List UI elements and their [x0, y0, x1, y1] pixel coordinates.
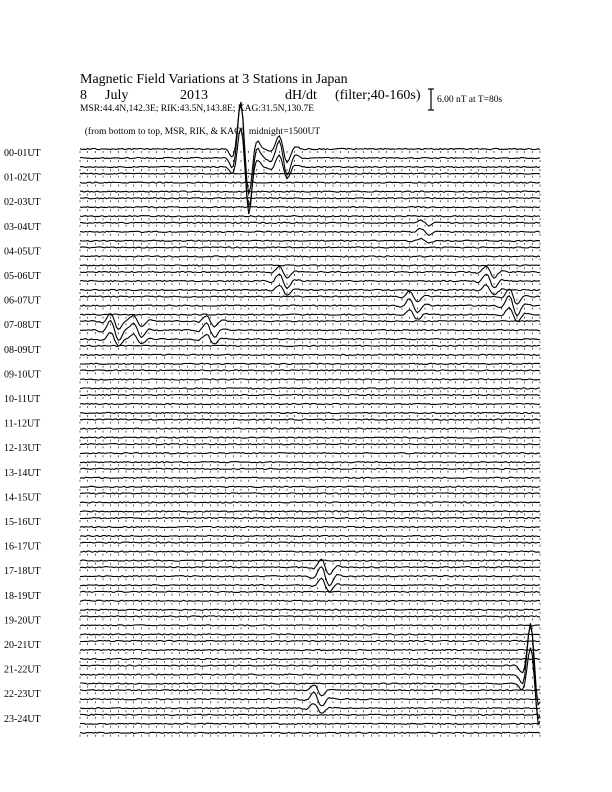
- hour-row-label: 18-19UT: [4, 590, 41, 602]
- minute-ticks: [80, 529, 540, 531]
- hour-row: [4, 615, 540, 638]
- hour-row-label: 16-17UT: [4, 541, 41, 553]
- minute-ticks: [80, 169, 540, 171]
- minute-ticks: [80, 520, 540, 522]
- trace-kag: [80, 468, 540, 469]
- minute-ticks: [80, 160, 540, 162]
- hour-row-label: 11-12UT: [4, 418, 41, 430]
- hour-row-label: 23-24UT: [4, 713, 41, 725]
- minute-ticks: [80, 225, 540, 227]
- trace-msr: [80, 412, 540, 413]
- hour-row: [4, 685, 540, 713]
- minute-ticks: [80, 249, 540, 251]
- hour-row: [4, 394, 540, 417]
- minute-ticks: [80, 422, 540, 424]
- minute-ticks: [80, 243, 540, 245]
- trace-rik: [80, 600, 540, 601]
- hour-row-label: 17-18UT: [4, 566, 41, 578]
- minute-ticks: [80, 569, 540, 571]
- hour-row-label: 03-04UT: [4, 221, 41, 233]
- trace-rik: [80, 526, 540, 527]
- hour-row-label: 22-23UT: [4, 689, 41, 701]
- minute-ticks: [80, 381, 540, 383]
- trace-rik: [80, 477, 540, 478]
- scale-bar: [428, 89, 434, 110]
- quantity-label: dH/dt: [285, 88, 317, 103]
- trace-rik: [80, 453, 540, 454]
- hour-row: [4, 197, 540, 220]
- scale-label: 6.00 nT at T=80s: [437, 95, 503, 105]
- trace-rik: [80, 551, 540, 552]
- minute-ticks: [80, 151, 540, 153]
- hour-row-label: 12-13UT: [4, 443, 41, 455]
- minute-ticks: [80, 668, 540, 670]
- minute-ticks: [80, 578, 540, 580]
- minute-ticks: [80, 701, 540, 703]
- trace-kag: [80, 104, 540, 194]
- trace-rik: [80, 354, 540, 355]
- hour-row-label: 13-14UT: [4, 467, 41, 479]
- minute-ticks: [80, 406, 540, 408]
- hour-row: [4, 443, 540, 466]
- minute-ticks: [80, 234, 540, 236]
- hour-row: [4, 220, 540, 245]
- hour-row-label: 08-09UT: [4, 344, 41, 356]
- minute-ticks: [80, 538, 540, 540]
- minute-ticks: [80, 563, 540, 565]
- minute-ticks: [80, 603, 540, 605]
- trace-kag: [80, 591, 540, 592]
- trace-kag: [80, 493, 540, 494]
- hour-row: [4, 102, 540, 214]
- trace-msr: [80, 462, 540, 463]
- chart-title: Magnetic Field Variations at 3 Stations in Japan: [80, 72, 348, 87]
- hour-row-label: 02-03UT: [4, 197, 41, 209]
- minute-ticks: [80, 357, 540, 359]
- trace-rik: [80, 403, 540, 404]
- minute-ticks: [80, 415, 540, 417]
- trace-rik: [80, 274, 540, 289]
- hour-row: [4, 369, 540, 392]
- hour-row: [4, 542, 540, 565]
- trace-msr: [80, 238, 540, 243]
- hour-row: [4, 173, 540, 196]
- minute-ticks: [80, 717, 540, 719]
- hour-row: [4, 714, 540, 737]
- hour-rows: [4, 102, 540, 737]
- trace-rik: [80, 625, 540, 626]
- minute-ticks: [80, 292, 540, 294]
- trace-msr: [80, 265, 540, 266]
- date-month: July: [105, 88, 129, 103]
- minute-ticks: [80, 627, 540, 629]
- minute-ticks: [80, 332, 540, 334]
- hour-row: [4, 419, 540, 442]
- trace-rik: [80, 379, 540, 380]
- minute-ticks: [80, 209, 540, 211]
- trace-kag: [80, 517, 540, 518]
- minute-ticks: [80, 218, 540, 220]
- hour-row: [4, 591, 540, 614]
- trace-kag: [80, 345, 540, 346]
- trace-kag: [80, 444, 540, 445]
- trace-rik: [80, 102, 540, 214]
- trace-msr: [80, 191, 540, 192]
- minute-ticks: [80, 545, 540, 547]
- minute-ticks: [80, 726, 540, 728]
- hour-row-label: 05-06UT: [4, 271, 41, 282]
- hour-row: [4, 492, 540, 515]
- minute-ticks: [80, 446, 540, 448]
- minute-ticks: [80, 618, 540, 620]
- trace-kag: [80, 714, 540, 715]
- order-text: (from bottom to top, MSR, RIK, & KAG): [84, 127, 245, 137]
- stations-line: MSR:44.4N,142.3E; RIK:43.5N,143.8E; KAG:31.5N,130.7E: [80, 104, 315, 114]
- minute-ticks: [80, 431, 540, 433]
- minute-ticks: [80, 554, 540, 556]
- minute-ticks: [80, 258, 540, 260]
- trace-kag: [80, 314, 540, 330]
- trace-msr: [80, 216, 540, 217]
- trace-msr: [80, 560, 540, 561]
- trace-msr: [80, 333, 540, 347]
- filter-label: (filter;40-160s): [335, 88, 421, 103]
- date-year: 2013: [180, 88, 208, 103]
- trace-msr: [80, 388, 540, 389]
- trace-kag: [80, 370, 540, 371]
- hour-row-label: 04-05UT: [4, 246, 41, 258]
- trace-rik: [80, 723, 540, 724]
- trace-rik: [80, 207, 540, 208]
- minute-ticks: [80, 397, 540, 399]
- trace-msr: [80, 437, 540, 438]
- trace-rik: [80, 256, 540, 257]
- trace-kag: [80, 542, 540, 543]
- minute-ticks: [80, 348, 540, 350]
- hour-row: [4, 246, 540, 269]
- minute-ticks: [80, 185, 540, 187]
- trace-kag: [80, 173, 540, 174]
- minute-ticks: [80, 200, 540, 202]
- hour-row-label: 00-01UT: [4, 148, 41, 159]
- minute-ticks: [80, 692, 540, 694]
- minute-ticks: [80, 495, 540, 497]
- trace-msr: [80, 658, 540, 659]
- minute-ticks: [80, 194, 540, 196]
- hour-row-label: 09-10UT: [4, 369, 41, 381]
- minute-ticks: [80, 299, 540, 301]
- trace-msr: [80, 363, 540, 364]
- minute-ticks: [80, 661, 540, 663]
- minute-ticks: [80, 308, 540, 310]
- hour-row-label: 21-22UT: [4, 664, 41, 676]
- trace-msr: [80, 511, 540, 512]
- hour-row: [4, 640, 540, 663]
- minute-ticks: [80, 341, 540, 343]
- minute-ticks: [80, 366, 540, 368]
- minute-ticks: [80, 612, 540, 614]
- minute-ticks: [80, 390, 540, 392]
- minute-ticks: [80, 587, 540, 589]
- trace-kag: [80, 247, 540, 248]
- trace-kag: [80, 616, 540, 617]
- trace-msr: [80, 486, 540, 487]
- minute-ticks: [80, 323, 540, 325]
- minute-ticks: [80, 464, 540, 466]
- minute-ticks: [80, 636, 540, 638]
- trace-kag: [80, 640, 540, 641]
- hour-row-label: 15-16UT: [4, 517, 41, 528]
- hour-row: [4, 468, 540, 491]
- trace-kag: [80, 419, 540, 420]
- minute-ticks: [80, 176, 540, 178]
- trace-rik: [80, 502, 540, 503]
- minute-ticks: [80, 455, 540, 457]
- trace-rik: [80, 428, 540, 429]
- trace-msr: [80, 634, 540, 635]
- minute-ticks: [80, 283, 540, 285]
- minute-ticks: [80, 677, 540, 679]
- minute-ticks: [80, 440, 540, 442]
- trace-kag: [80, 289, 540, 304]
- trace-kag: [80, 394, 540, 395]
- minute-ticks: [80, 317, 540, 319]
- trace-rik: [80, 182, 540, 183]
- minute-ticks: [80, 372, 540, 374]
- minute-ticks: [80, 643, 540, 645]
- trace-msr: [80, 732, 540, 733]
- hour-row-label: 10-11UT: [4, 394, 41, 405]
- date-day: 8: [80, 88, 87, 103]
- hour-row: [4, 517, 540, 540]
- hour-row-label: 14-15UT: [4, 492, 41, 504]
- hour-row: [4, 345, 540, 368]
- hour-row-label: 19-20UT: [4, 615, 41, 627]
- trace-msr: [80, 609, 540, 610]
- hour-row: [4, 266, 540, 295]
- minute-ticks: [80, 513, 540, 515]
- minute-ticks: [80, 710, 540, 712]
- trace-msr: [80, 535, 540, 536]
- minute-ticks: [80, 652, 540, 654]
- trace-rik: [80, 649, 540, 650]
- trace-kag: [80, 198, 540, 199]
- hour-row-label: 07-08UT: [4, 320, 41, 332]
- minute-ticks: [80, 504, 540, 506]
- trace-kag: [80, 559, 540, 575]
- midnight-note: midnight=1500UT: [248, 127, 321, 137]
- minute-ticks: [80, 471, 540, 473]
- hour-row-label: 06-07UT: [4, 295, 41, 307]
- minute-ticks: [80, 594, 540, 596]
- minute-ticks: [80, 267, 540, 269]
- hour-row-label: 01-02UT: [4, 172, 41, 184]
- trace-msr: [80, 578, 540, 592]
- minute-ticks: [80, 480, 540, 482]
- hour-row-label: 20-21UT: [4, 640, 41, 651]
- minute-ticks: [80, 274, 540, 276]
- minute-ticks: [80, 489, 540, 491]
- minute-ticks: [80, 735, 540, 737]
